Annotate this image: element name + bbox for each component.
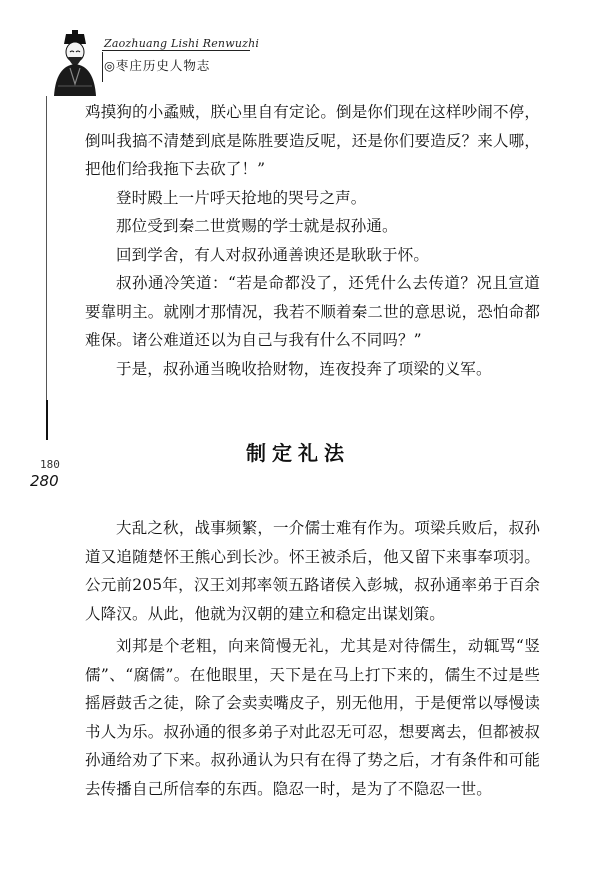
paragraph: 登时殿上一片呼天抢地的哭号之声。	[116, 188, 367, 207]
portrait-icon	[50, 30, 100, 96]
section-title: 制定礼法	[246, 441, 350, 465]
paragraph: 鸡摸狗的小蟊贼，朕心里自有定论。倒是你们现在这样吵闹不停，倒叫我搞不清楚到底是陈胜要造反呢，还是你们要造反？来人哪，把他们给我拖下去砍了！”	[85, 103, 540, 178]
paragraph: 刘邦是个老粗，向来简慢无礼，尤其是对待儒生，动辄骂“竖儒”、“腐儒”。在他眼里，天下是在马上打下来的，儒生不过是些摇唇鼓舌之徒，除了会卖卖嘴皮子，别无他用，于是便常以辱慢读书人为乐。叔孙通的很多弟子对此忍无可忍，想要离去，但都被叔孙通给劝了下来。叔孙通认为只有在得了势之后，才有条件和可能去传播自己所信奉的东西。隐忍一时，是为了不隐忍一世。	[85, 637, 540, 798]
bottom-text	[85, 514, 540, 803]
page-number: 280	[30, 472, 59, 490]
top-text	[85, 98, 540, 383]
margin-rule	[46, 96, 47, 436]
header-rule	[102, 50, 250, 51]
page-number-small: 180	[40, 458, 60, 471]
header-divider	[102, 52, 103, 82]
paragraph: 于是，叔孙通当晚收拾财物，连夜投奔了项梁的义军。	[116, 359, 492, 378]
series-title-cn: ◎枣庄历史人物志	[104, 58, 211, 73]
paragraph: 回到学舍，有人对叔孙通善谀还是耿耿于怀。	[116, 245, 430, 264]
paragraph: 叔孙通冷笑道：“若是命都没了，还凭什么去传道？况且宣道要靠明主。就刚才那情况，我若不顺着秦二世的意思说，恐怕命都难保。诸公难道还以为自己与我有什么不同吗？”	[85, 274, 540, 349]
paragraph: 大乱之秋，战事频繁，一介儒士难有作为。项梁兵败后，叔孙道又追随楚怀王熊心到长沙。怀王被杀后，他又留下来事奉项羽。公元前205年，汉王刘邦率领五路诸侯入彭城，叔孙通率弟于百余人降汉。从此，他就为汉朝的建立和稳定出谋划策。	[85, 519, 540, 623]
series-title-en: Zaozhuang Lishi Renwuzhi	[104, 37, 260, 50]
margin-rule-thick	[46, 400, 48, 440]
paragraph: 那位受到秦二世赏赐的学士就是叔孙通。	[116, 217, 398, 235]
